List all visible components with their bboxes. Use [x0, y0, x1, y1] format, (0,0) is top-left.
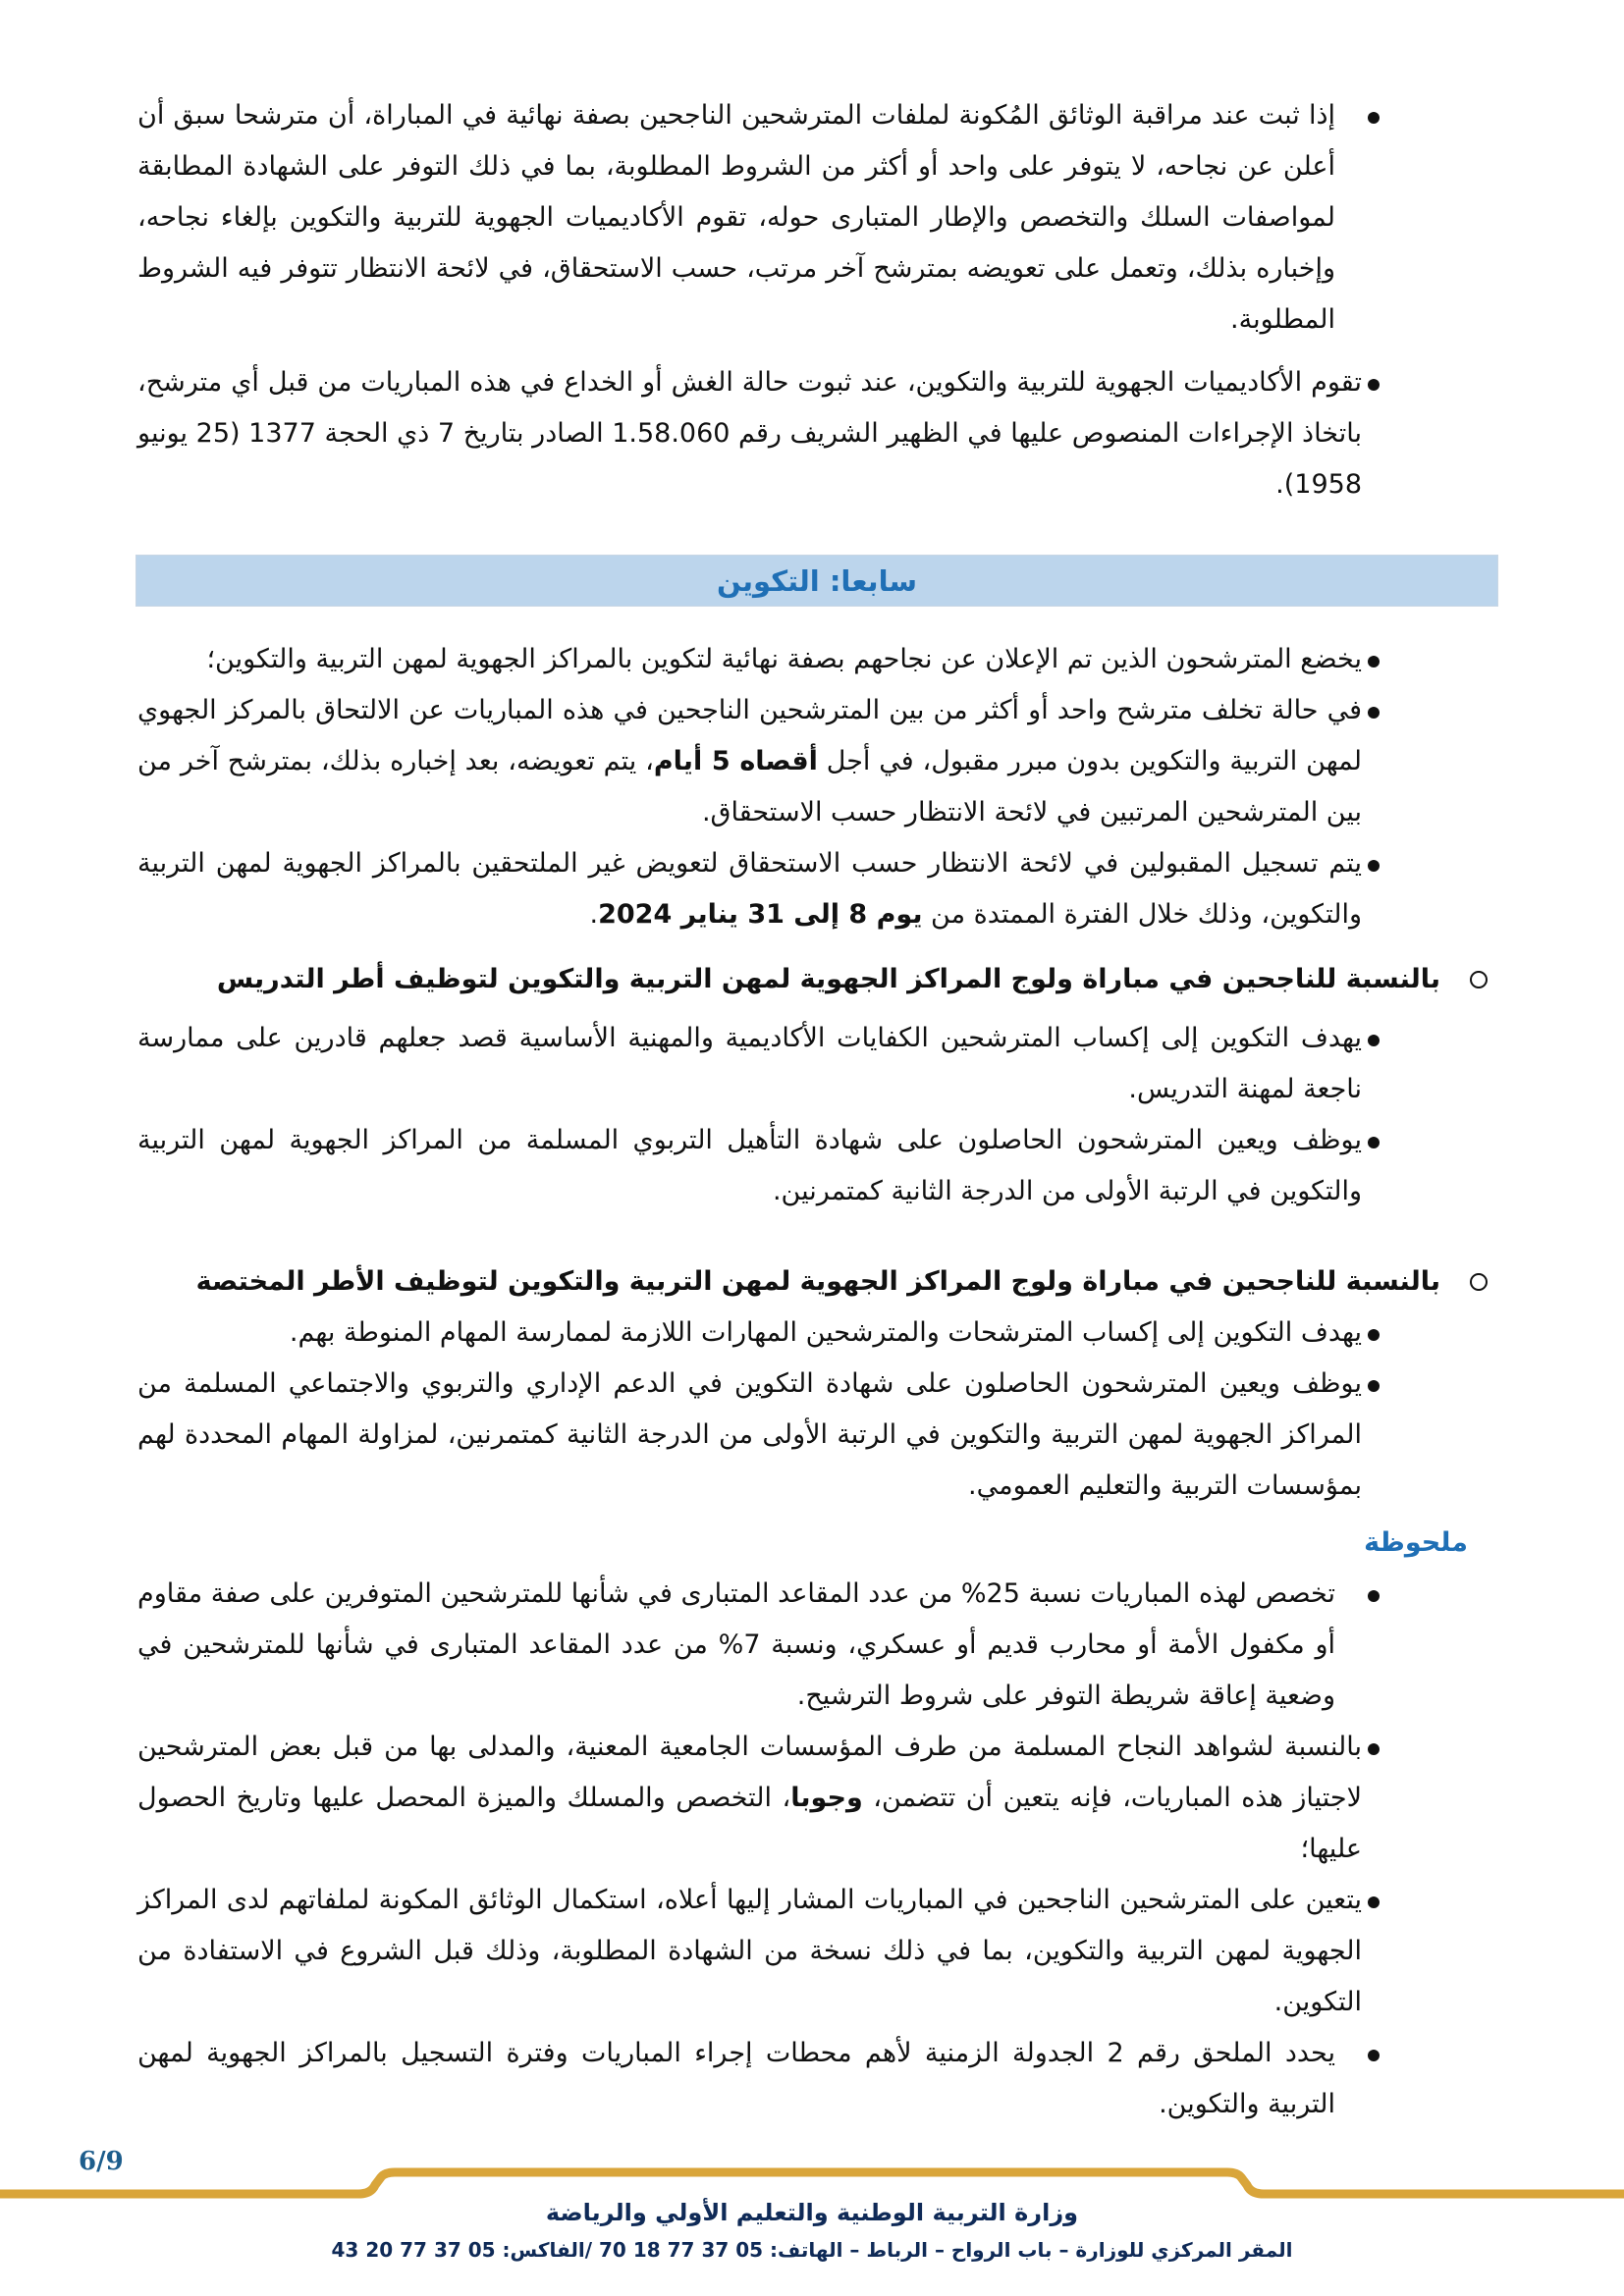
bullet-icon — [1368, 2050, 1380, 2061]
bullet-text: يحدد الملحق رقم 2 الجدولة الزمنية لأهم محطات إجراء المباريات وفترة التسجيل بالمراكز الجهوية لمهن التربية والتكوين. — [137, 2038, 1335, 2119]
bullet-icon — [1368, 1380, 1380, 1392]
note-label: ملحوظة — [1364, 1527, 1468, 1558]
bullet-text: يوظف ويعين المترشحون الحاصلون على شهادة التكوين في الدعم الإداري والتربوي والاجتماعي المسلمة من المراكز الجهوية لمهن التربية والتكوين في الرتبة الأولى من الدرجة الثانية كمتمرنين، لمزاولة المهام المحددة لهم بمؤسسات التربية والتعليم العمومي. — [137, 1368, 1362, 1501]
list-item — [137, 1115, 1380, 1217]
ministry-address: المقر المركزي للوزارة – باب الرواح – الرباط – الهاتف: 05 37 77 18 70 /الفاكس: 05 37 77 20 43 — [331, 2238, 1293, 2262]
bullet-icon — [1368, 1743, 1380, 1755]
specialists-bullet-list — [137, 1308, 1380, 1512]
bullet-text: تقوم الأكاديميات الجهوية للتربية والتكوين، عند ثبوت حالة الغش أو الخداع في هذه المباريات من قبل أي مترشح، باتخاذ الإجراءات المنصوص عليها في الظهير الشريف رقم 1.58.060 الصادر بتاريخ 7 ذي الحجة 1377 (25 يونيو 1958). — [137, 367, 1362, 500]
bullet-text: يتم تسجيل المقبولين في لائحة الانتظار حسب الاستحقاق لتعويض غير الملتحقين بالمراكز الجهوية لمهن التربية والتكوين، وذلك خلال الفترة الممتدة من — [137, 848, 1362, 930]
bold-period: يوم 8 إلى 31 يناير 2024 — [598, 899, 923, 930]
list-item — [137, 1722, 1380, 1875]
training-bullet-list — [137, 634, 1380, 940]
bullet-text: بالنسبة لشواهد النجاح المسلمة من طرف المؤسسات الجامعية المعنية، والمدلى بها من قبل بعض المترشحين لاجتياز هذه المباريات، فإنه يتعين أن تتضمن، — [137, 1732, 1362, 1813]
bullet-text: في حالة تخلف مترشح واحد أو أكثر من بين المترشحين الناجحين في هذه المباريات عن الالتحاق بالمركز الجهوي لمهن التربية والتكوين بدون مبرر مقبول، في أجل — [137, 695, 1362, 776]
main-content — [137, 90, 1380, 510]
list-item — [137, 634, 1380, 685]
section-heading-band — [135, 555, 1498, 607]
bullet-text: يخضع المترشحون الذين تم الإعلان عن نجاحهم بصفة نهائية لتكوين بالمراكز الجهوية لمهن التربية والتكوين؛ — [206, 644, 1362, 674]
bullet-text: يوظف ويعين المترشحون الحاصلون على شهادة التأهيل التربوي المسلمة من المراكز الجهوية لمهن التربية والتكوين في الرتبة الأولى من الدرجة الثانية كمتمرنين. — [137, 1125, 1362, 1206]
list-item — [137, 90, 1380, 346]
bullet-text-end: . — [589, 899, 599, 930]
bullet-icon — [1368, 656, 1380, 667]
list-item — [137, 838, 1380, 940]
bullet-text: تخصص لهذه المباريات نسبة 25% من عدد المقاعد المتبارى في شأنها للمترشحين المتوفرين على صفة مقاوم أو مكفول الأمة أو محارب قديم أو عسكري، ونسبة 7% من عدد المقاعد المتبارى في شأنها للمترشحين في وضعية إعاقة شريطة التوفر على شروط الترشيح. — [137, 1578, 1336, 1711]
specialists-subheading — [137, 1256, 1488, 1308]
list-item — [137, 1569, 1380, 1722]
list-item — [137, 1013, 1380, 1115]
list-item — [137, 1875, 1380, 2028]
bold-mandatory: وجوبا — [790, 1783, 863, 1813]
note-bullet-list — [137, 1569, 1380, 2130]
bullet-text: يتعين على المترشحين الناجحين في المباريات المشار إليها أعلاه، استكمال الوثائق المكونة لملفاتهم لدى المراكز الجهوية لمهن التربية والتكوين، بما في ذلك نسخة من الشهادة المطلوبة، وذلك قبل الشروع في الاستفادة من التكوين. — [137, 1885, 1362, 2017]
list-item — [137, 2028, 1380, 2130]
circle-bullet-icon — [1470, 971, 1488, 988]
bullet-icon — [1368, 1896, 1380, 1908]
bold-deadline: أقصاه 5 أيام — [653, 746, 818, 776]
page-number: 6/9 — [79, 2147, 124, 2176]
list-item — [137, 1359, 1380, 1512]
subheading-text: بالنسبة للناجحين في مباراة ولوج المراكز الجهوية لمهن التربية والتكوين لتوظيف أطر التدريس — [216, 964, 1440, 994]
bullet-icon — [1368, 1137, 1380, 1148]
bullet-text: إذا ثبت عند مراقبة الوثائق المُكونة لملفات المترشحين الناجحين بصفة نهائية في المباراة، أن مترشحا سبق أن أعلن عن نجاحه، لا يتوفر على واحد أو أكثر من الشروط المطلوبة، بما في ذلك التوفر على الشهادة المطابقة لمواصفات السلك والتخصص والإطار المتبارى حوله، تقوم الأكاديميات الجهوية للتربية والتكوين بإلغاء نجاحه، وإخباره بذلك، وتعمل على تعويضه بمترشح آخر مرتب، حسب الاستحقاق، في لائحة الانتظار تتوفر فيه الشروط المطلوبة. — [137, 100, 1335, 335]
subheading-text: بالنسبة للناجحين في مباراة ولوج المراكز الجهوية لمهن التربية والتكوين لتوظيف الأطر المختصة — [195, 1266, 1440, 1297]
ministry-name: وزارة التربية الوطنية والتعليم الأولي والرياضة — [545, 2199, 1079, 2226]
bullet-icon — [1368, 379, 1380, 391]
list-item — [137, 1308, 1380, 1359]
bullet-icon — [1368, 860, 1380, 872]
training-content — [137, 634, 1468, 2130]
bullet-icon — [1368, 1329, 1380, 1341]
bullet-icon — [1368, 707, 1380, 719]
bullet-text-end: ، التخصص والمسلك والميزة المحصل عليها وتاريخ الحصول عليها؛ — [137, 1783, 1362, 1864]
teachers-bullet-list — [137, 1013, 1380, 1217]
teachers-subheading — [137, 954, 1488, 1005]
intro-bullet-list — [137, 90, 1380, 510]
list-item — [137, 685, 1380, 838]
bullet-text: يهدف التكوين إلى إكساب المترشحين الكفايات الأكاديمية والمهنية الأساسية قصد جعلهم قادرين على ممارسة ناجعة لمهنة التدريس. — [137, 1023, 1362, 1104]
section-title: سابعا: التكوين — [717, 563, 917, 598]
list-item — [137, 357, 1380, 510]
bullet-text-end: ، يتم تعويضه، بعد إخباره بذلك، بمترشح آخر من بين المترشحين المرتبين في لائحة الانتظار حسب الاستحقاق. — [137, 746, 1362, 828]
bullet-icon — [1368, 1035, 1380, 1046]
bullet-icon — [1368, 1590, 1380, 1602]
bullet-text: يهدف التكوين إلى إكساب المترشحات والمترشحين المهارات اللازمة لممارسة المهام المنوطة بهم. — [289, 1317, 1362, 1348]
circle-bullet-icon — [1470, 1273, 1488, 1291]
bullet-icon — [1368, 112, 1380, 124]
